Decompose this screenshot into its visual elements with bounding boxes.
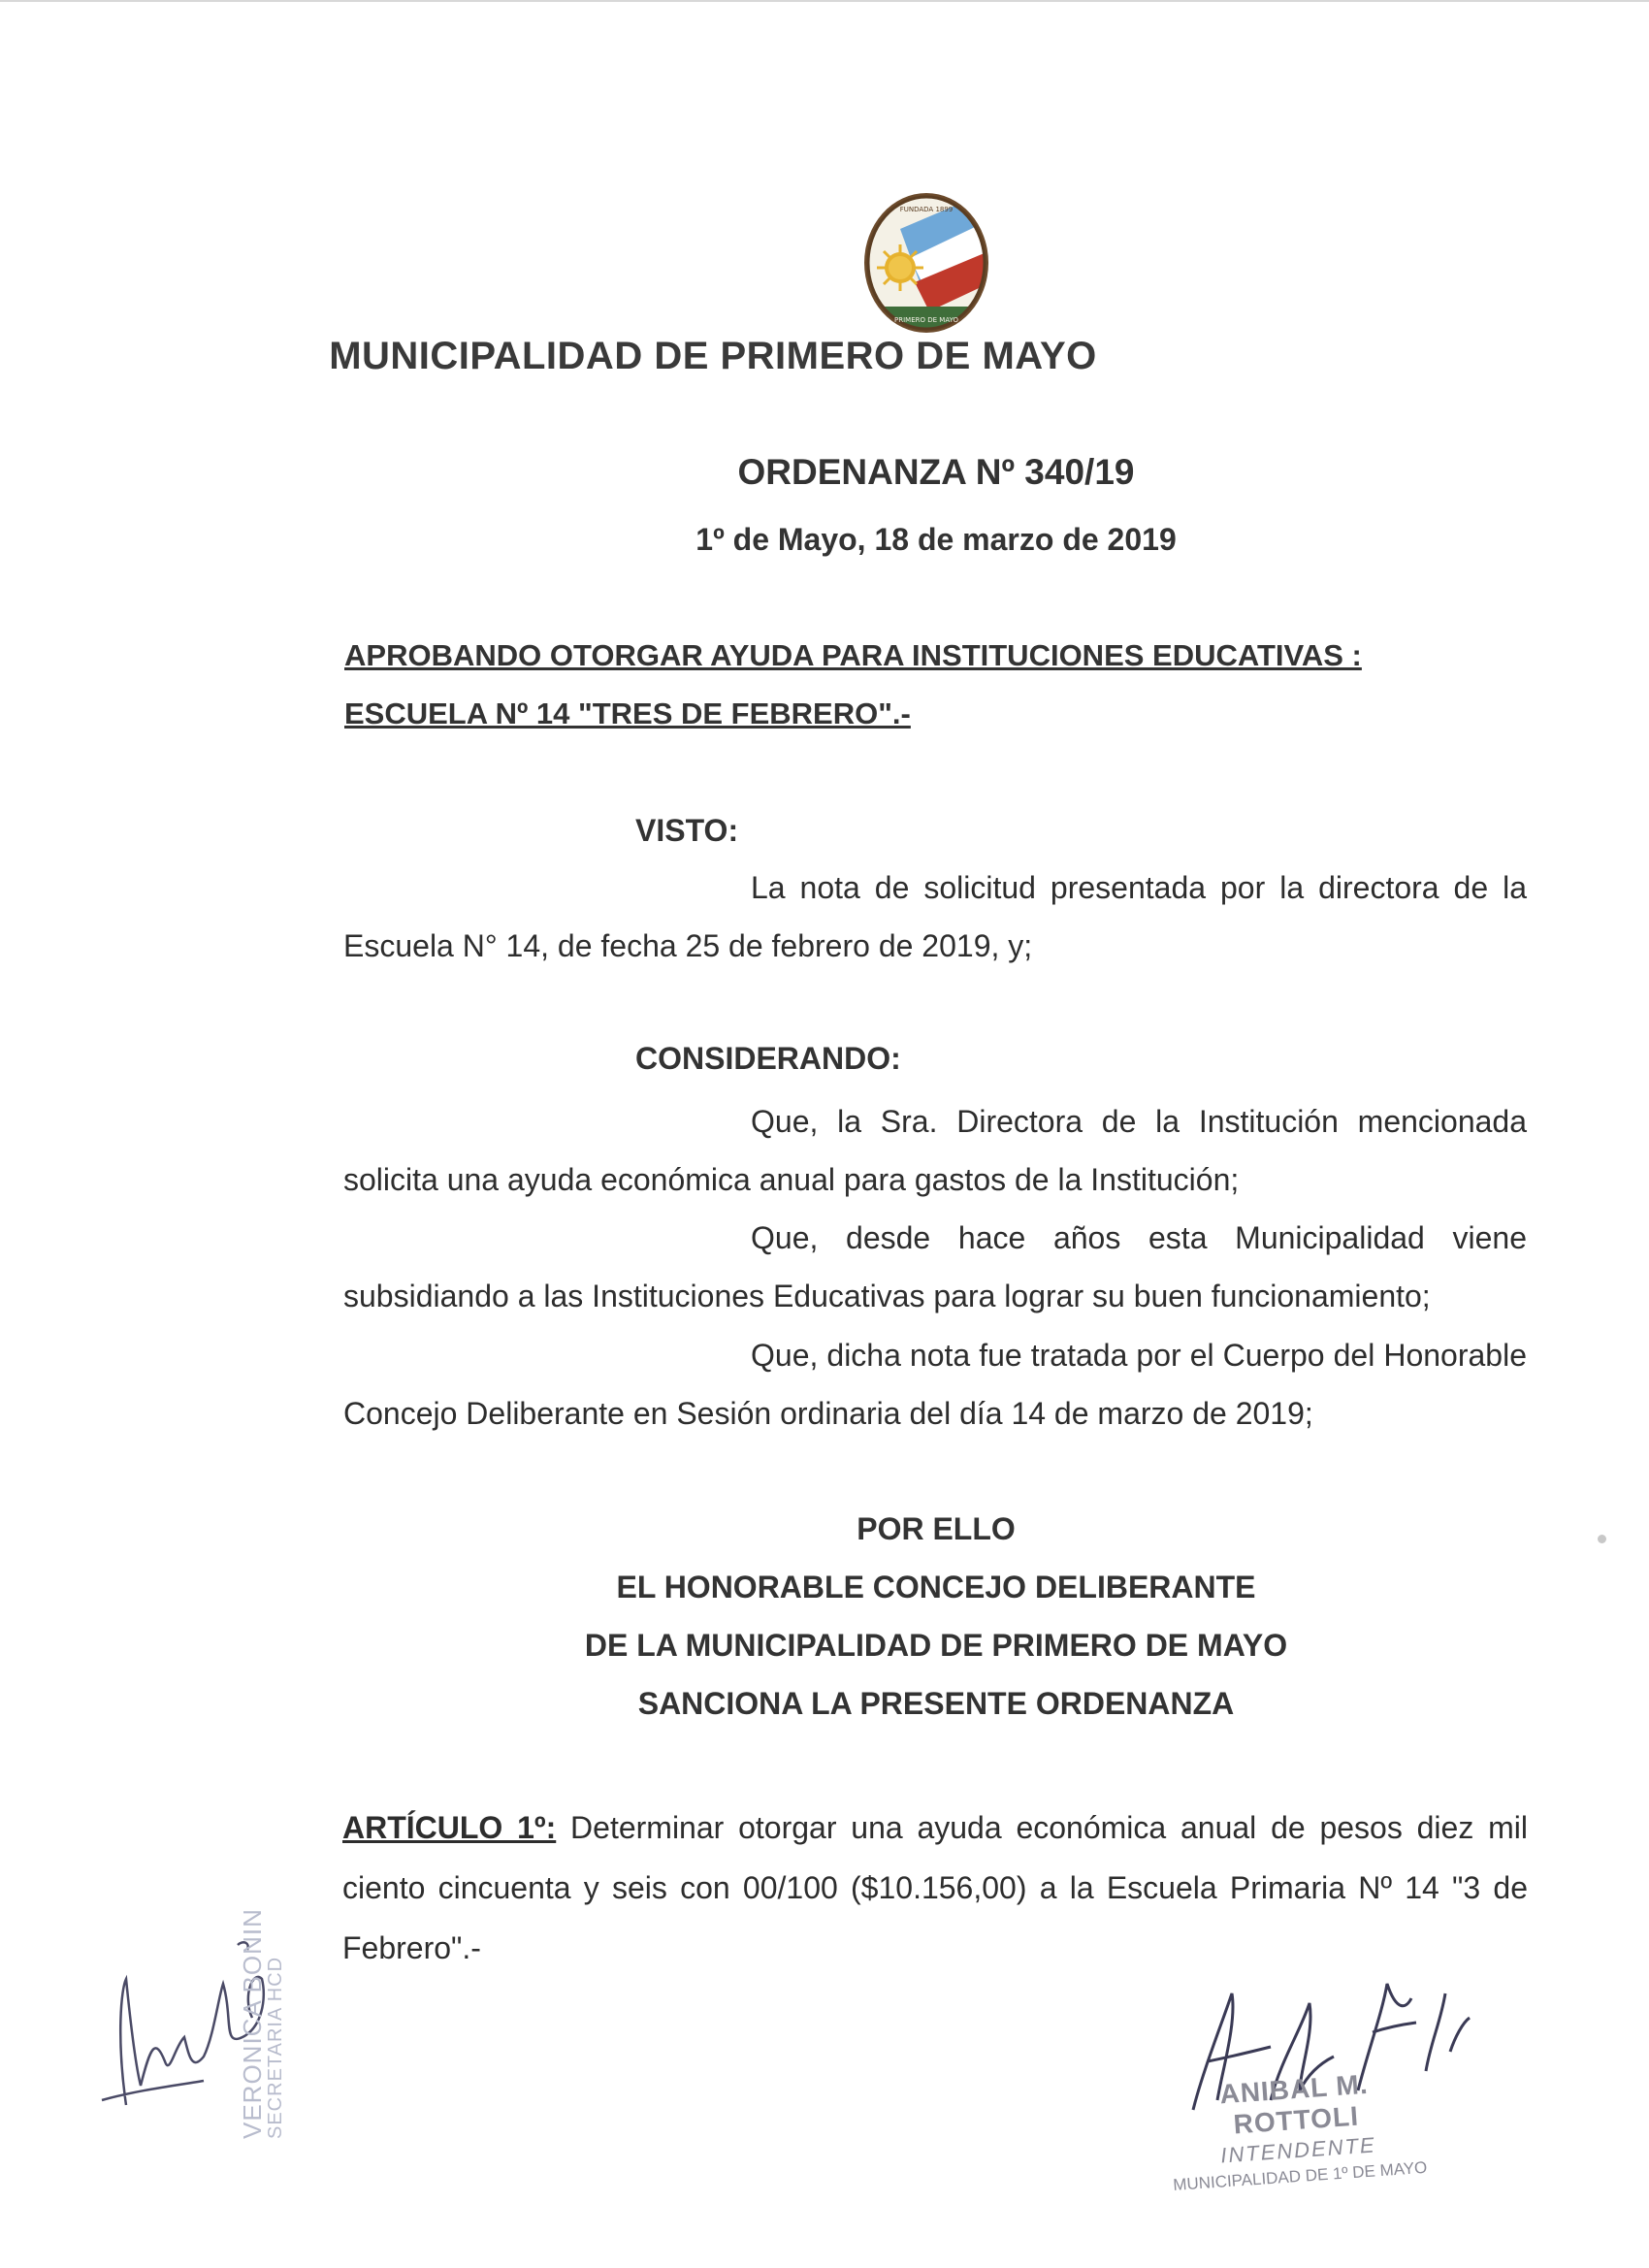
stamp-title: INTENDENTE: [1219, 2132, 1377, 2168]
article-1-text: Determinar otorgar una ayuda económica anual de pesos diez mil ciento cincuenta y seis con 00/100 ($10.156,00) a la Escuela Primaria Nº 14 "3 de Febrero".-: [342, 1810, 1529, 1965]
considerando-paragraph-1: Que, la Sra. Directora de la Institución mencionada solicita una ayuda económica anual para gastos de la Institución;: [343, 1104, 1527, 1197]
municipality-title: MUNICIPALIDAD DE PRIMERO DE MAYO: [329, 335, 1097, 377]
por-ello-line-1: POR ELLO: [857, 1511, 1016, 1546]
considerando-heading: CONSIDERANDO:: [635, 1041, 901, 1076]
por-ello-line-2: EL HONORABLE CONCEJO DELIBERANTE: [616, 1570, 1256, 1604]
scan-speck: [1598, 1535, 1606, 1543]
considerando-paragraph-2: Que, desde hace años esta Municipalidad viene subsidiando a las Instituciones Educativas para lograr su buen funcionamiento;: [343, 1220, 1527, 1313]
visto-paragraph: La nota de solicitud presentada por la directora de la Escuela N° 14, de fecha 25 de febrero de 2019, y;: [343, 870, 1527, 963]
scan-edge-line: [0, 0, 1649, 2]
intendente-stamp: [1152, 2064, 1440, 2196]
svg-text:PRIMERO DE MAYO: PRIMERO DE MAYO: [894, 316, 958, 324]
secretary-stamp: VERONICA BONIN SECRETARIA HCD: [238, 1908, 286, 2139]
ordinance-date: 1º de Mayo, 18 de marzo de 2019: [695, 522, 1177, 557]
ordinance-number: ORDENANZA Nº 340/19: [737, 452, 1135, 492]
article-1: [342, 1798, 1528, 1978]
por-ello-line-4: SANCIONA LA PRESENTE ORDENANZA: [637, 1686, 1235, 1721]
stamp-org: MUNICIPALIDAD DE 1º DE MAYO: [1172, 2157, 1428, 2195]
visto-heading: VISTO:: [635, 813, 739, 848]
crest-icon: [861, 190, 991, 336]
stamp-name: ANIBAL M. ROTTOLI: [1218, 2068, 1370, 2140]
por-ello-line-3: DE LA MUNICIPALIDAD DE PRIMERO DE MAYO: [584, 1628, 1288, 1663]
article-1-label: ARTÍCULO 1º:: [342, 1810, 557, 1845]
subject-line-2: ESCUELA Nº 14 "TRES DE FEBRERO".-: [344, 697, 911, 730]
considerando-paragraph-3: Que, dicha nota fue tratada por el Cuerpo del Honorable Concejo Deliberante en Sesión ordinaria del día 14 de marzo de 2019;: [343, 1338, 1527, 1431]
subject-line-1: APROBANDO OTORGAR AYUDA PARA INSTITUCIONES EDUCATIVAS :: [344, 638, 1362, 672]
svg-text:FUNDADA 1899: FUNDADA 1899: [899, 206, 954, 213]
municipal-crest-logo: [861, 190, 991, 336]
